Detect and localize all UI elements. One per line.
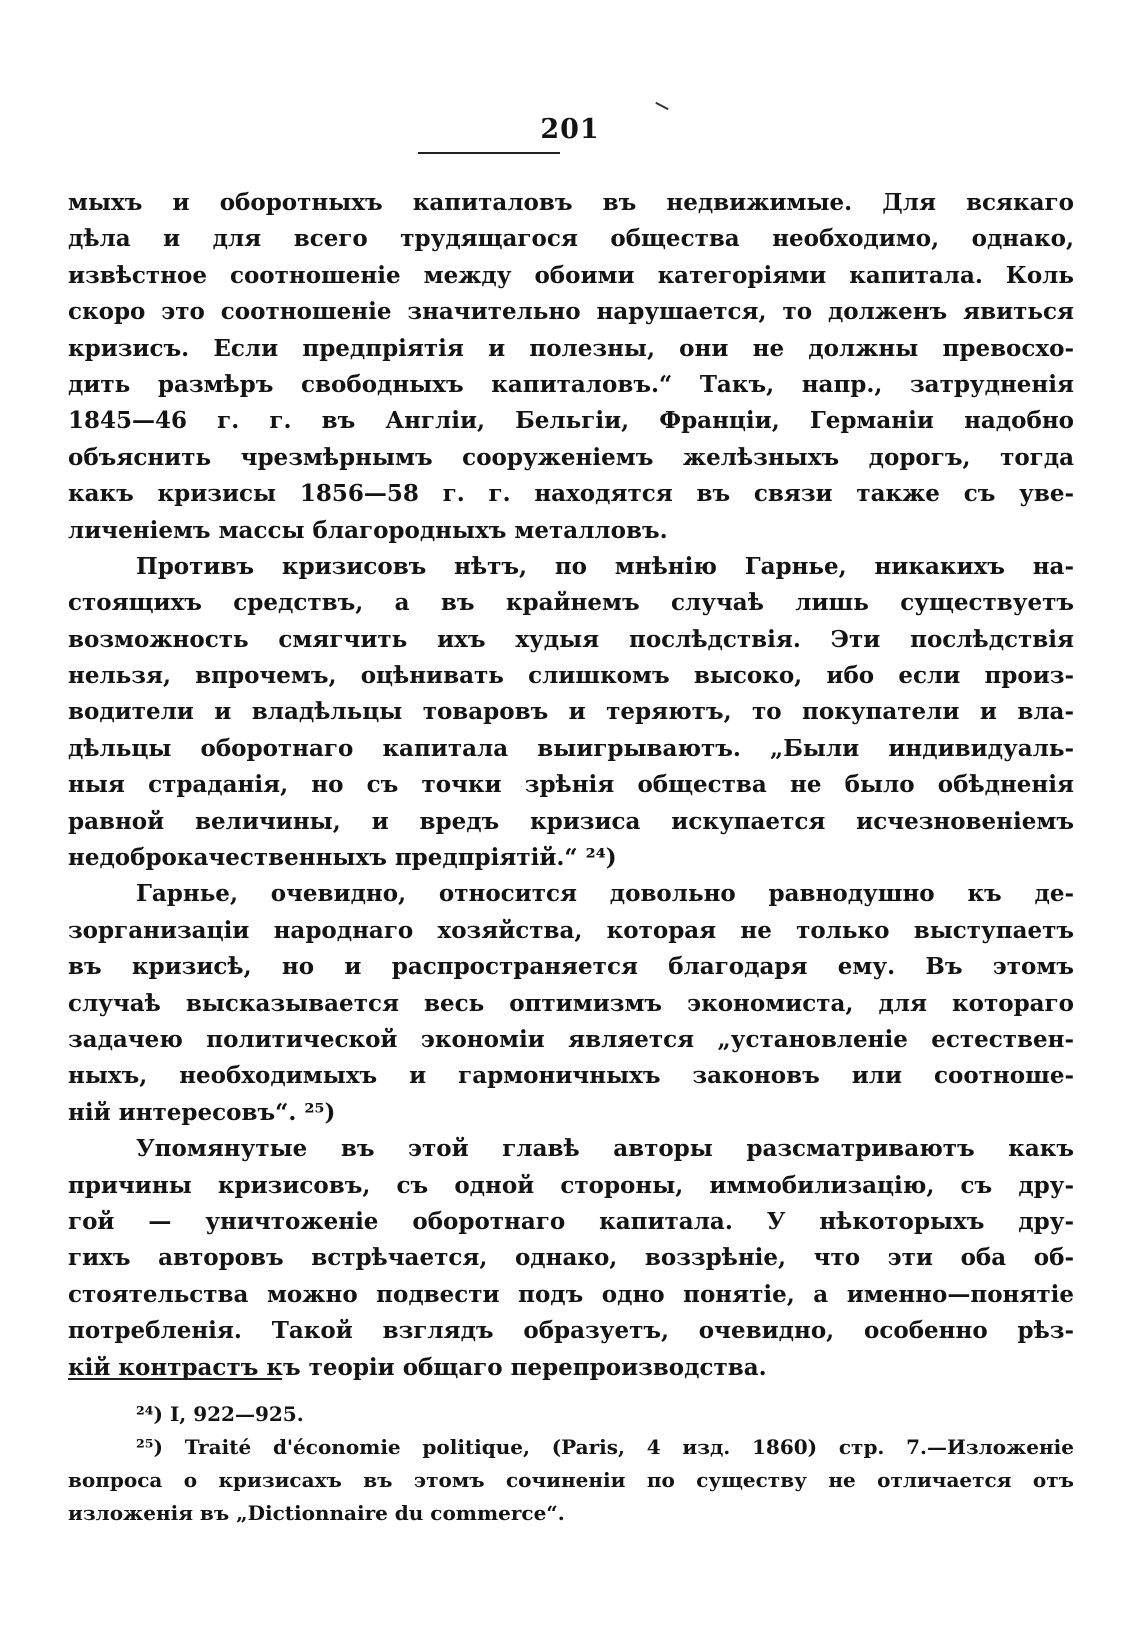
body-line: ныхъ, необходимыхъ и гармоничныхъ законовъ или соотноше-: [68, 1062, 1074, 1090]
body-line: дѣла и для всего трудящагося общества необходимо, однако,: [68, 225, 1074, 253]
body-text: [68, 185, 1074, 1386]
body-line: ній интересовъ“. ²⁵): [68, 1098, 336, 1126]
footnotes: [68, 1398, 1074, 1530]
body-line: Гарнье, очевидно, относится довольно равнодушно къ де-: [136, 880, 1074, 908]
body-line: потребленія. Такой взглядъ образуетъ, очевидно, особенно рѣз-: [68, 1317, 1074, 1345]
body-line: дить размѣръ свободныхъ капиталовъ.“ Такъ, напр., затрудненія: [68, 370, 1074, 398]
body-line: ныя страданія, но съ точки зрѣнія общества не было обѣдненія: [68, 771, 1074, 799]
body-line: кій контрастъ къ теоріи общаго перепроизводства.: [68, 1353, 767, 1381]
body-line: нельзя, впрочемъ, оцѣнивать слишкомъ высоко, ибо если произ-: [68, 662, 1074, 690]
body-line: гой — уничтоженіе оборотнаго капитала. У нѣкоторыхъ дру-: [68, 1207, 1074, 1235]
page-number-rule: [418, 152, 560, 154]
body-line: объяснить чрезмѣрнымъ сооруженіемъ желѣзныхъ дорогъ, тогда: [68, 443, 1074, 471]
body-line: гихъ авторовъ встрѣчается, однако, воззрѣніе, что эти оба об-: [68, 1244, 1074, 1272]
footnote-line: ²⁴) I, 922—925.: [136, 1402, 304, 1426]
page-number: 201: [540, 114, 600, 145]
body-line: возможность смягчить ихъ худыя послѣдствія. Эти послѣдствія: [68, 625, 1074, 653]
body-line: недоброкачественныхъ предпріятій.“ ²⁴): [68, 844, 617, 872]
body-line: мыхъ и оборотныхъ капиталовъ въ недвижимые. Для всякаго: [68, 189, 1074, 216]
print-speck: [655, 102, 668, 110]
body-line: въ кризисѣ, но и распространяется благодаря ему. Въ этомъ: [68, 953, 1074, 981]
body-line: дѣльцы оборотнаго капитала выигрываютъ. „Были индивидуаль-: [68, 734, 1074, 762]
body-line: стоящихъ средствъ, а въ крайнемъ случаѣ лишь существуетъ: [68, 589, 1074, 617]
body-line: кризисъ. Если предпріятія и полезны, они не должны превосхо-: [68, 334, 1074, 362]
body-line: водители и владѣльцы товаровъ и теряютъ, то покупатели и вла-: [68, 698, 1074, 726]
footnote-rule: [68, 1378, 282, 1380]
body-line: случаѣ высказывается весь оптимизмъ экономиста, для котораго: [68, 989, 1074, 1017]
body-line: Упомянутые въ этой главѣ авторы разсматриваютъ какъ: [136, 1135, 1074, 1163]
body-line: зорганизаціи народнаго хозяйства, которая не только выступаетъ: [68, 916, 1074, 944]
body-line: причины кризисовъ, съ одной стороны, иммобилизацію, съ дру-: [68, 1171, 1074, 1199]
body-line: 1845—46 г. г. въ Англіи, Бельгіи, Франціи, Германіи надобно: [68, 407, 1074, 435]
body-line: извѣстное соотношеніе между обоими категоріями капитала. Коль: [68, 261, 1074, 289]
footnote-line: вопроса о кризисахъ въ этомъ сочиненіи по существу не отличается отъ: [68, 1468, 1074, 1492]
body-line: равной величины, и вредъ кризиса искупается исчезновеніемъ: [68, 807, 1074, 835]
footnote-line: ²⁵) Traité d'économie politique, (Paris, 4 изд. 1860) стр. 7.—Изложеніе: [136, 1435, 1074, 1459]
footnote-line: изложенія въ „Dictionnaire du commerce“.: [68, 1501, 565, 1525]
body-line: личеніемъ массы благородныхъ металловъ.: [68, 516, 668, 544]
body-line: Противъ кризисовъ нѣтъ, по мнѣнію Гарнье, никакихъ на-: [136, 552, 1074, 580]
body-line: стоятельства можно подвести подъ одно понятіе, а именно—понятіе: [68, 1280, 1074, 1308]
body-line: задачею политической экономіи является „установленіе естествен-: [68, 1025, 1074, 1053]
body-line: какъ кризисы 1856—58 г. г. находятся въ связи также съ уве-: [68, 480, 1074, 508]
body-line: скоро это соотношеніе значительно нарушается, то долженъ явиться: [68, 298, 1074, 326]
